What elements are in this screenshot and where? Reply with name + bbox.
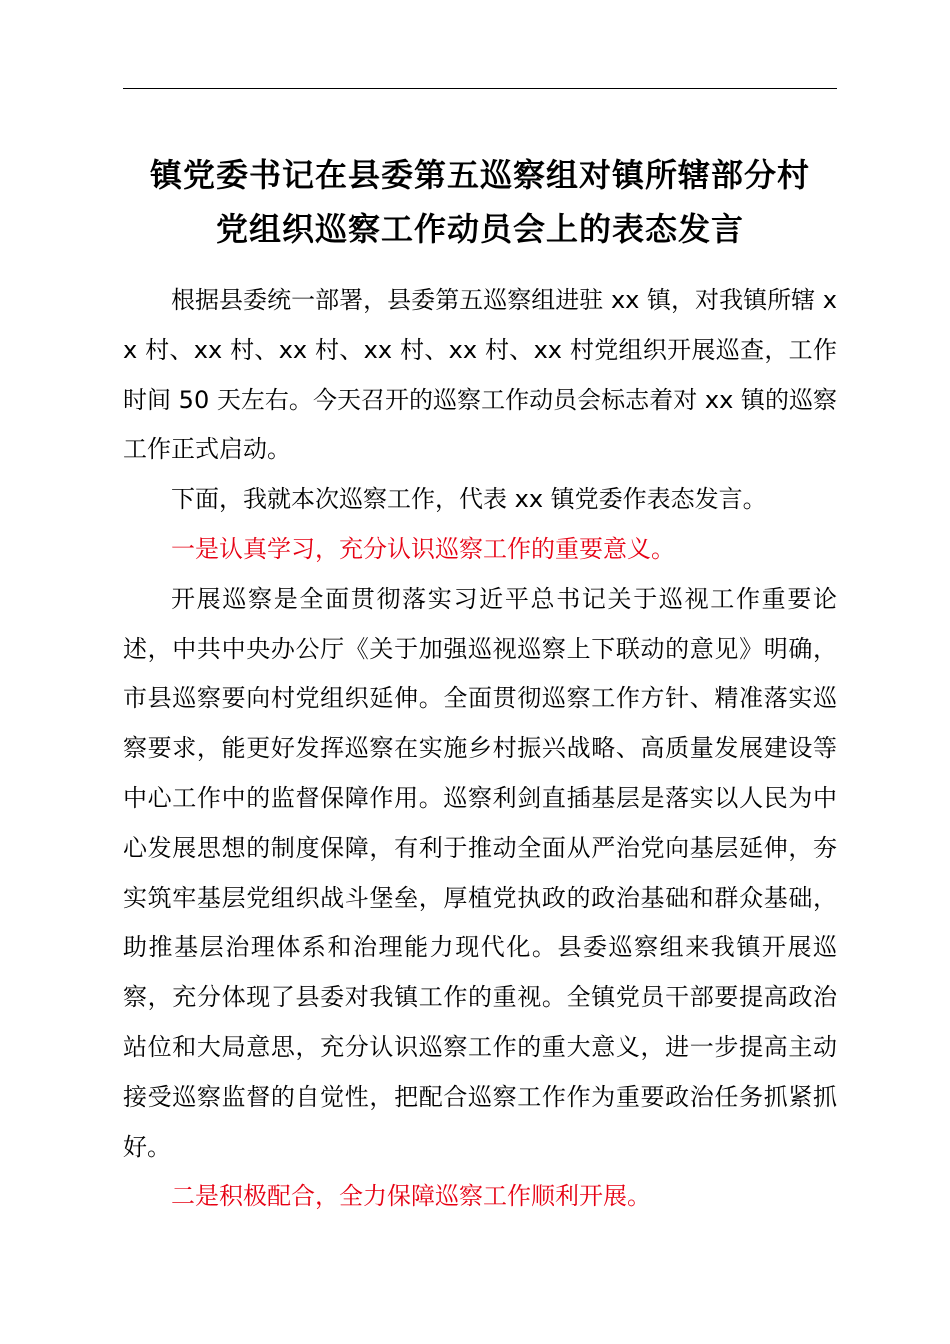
title-line-1: 镇党委书记在县委第五巡察组对镇所辖部分村 <box>149 156 810 194</box>
document-body <box>123 276 837 1222</box>
section-heading-1: 一是认真学习，充分认识巡察工作的重要意义。 <box>171 534 675 563</box>
section-heading-2: 二是积极配合，全力保障巡察工作顺利开展。 <box>171 1182 651 1211</box>
paragraph-intro: 根据县委统一部署，县委第五巡察组进驻 xx 镇，对我镇所辖 xx 村、xx 村、xx 村、xx 村、xx 村、xx 村党组织开展巡查，工作时间 50 天左右。今天召开的巡察工作动员会标志着对 xx 镇的巡察工作正式启动。 <box>123 286 837 464</box>
title-line-2: 党组织巡察工作动员会上的表态发言 <box>215 210 744 248</box>
paragraph-statement: 下面，我就本次巡察工作，代表 xx 镇党委作表态发言。 <box>171 485 767 514</box>
document-title <box>100 148 860 256</box>
paragraph-section-1: 开展巡察是全面贯彻落实习近平总书记关于巡视工作重要论述，中共中央办公厅《关于加强巡视巡察上下联动的意见》明确，市县巡察要向村党组织延伸。全面贯彻巡察工作方针、精准落实巡察要求，能更好发挥巡察在实施乡村振兴战略、高质量发展建设等中心工作中的监督保障作用。巡察利剑直插基层是落实以人民为中心发展思想的制度保障，有利于推动全面从严治党向基层延伸，夯实筑牢基层党组织战斗堡垒，厚植党执政的政治基础和群众基础，助推基层治理体系和治理能力现代化。县委巡察组来我镇开展巡察，充分体现了县委对我镇工作的重视。全镇党员干部要提高政治站位和大局意思，充分认识巡察工作的重大意义，进一步提高主动接受巡察监督的自觉性，把配合巡察工作作为重要政治任务抓紧抓好。 <box>123 584 837 1161</box>
header-rule <box>123 88 837 89</box>
